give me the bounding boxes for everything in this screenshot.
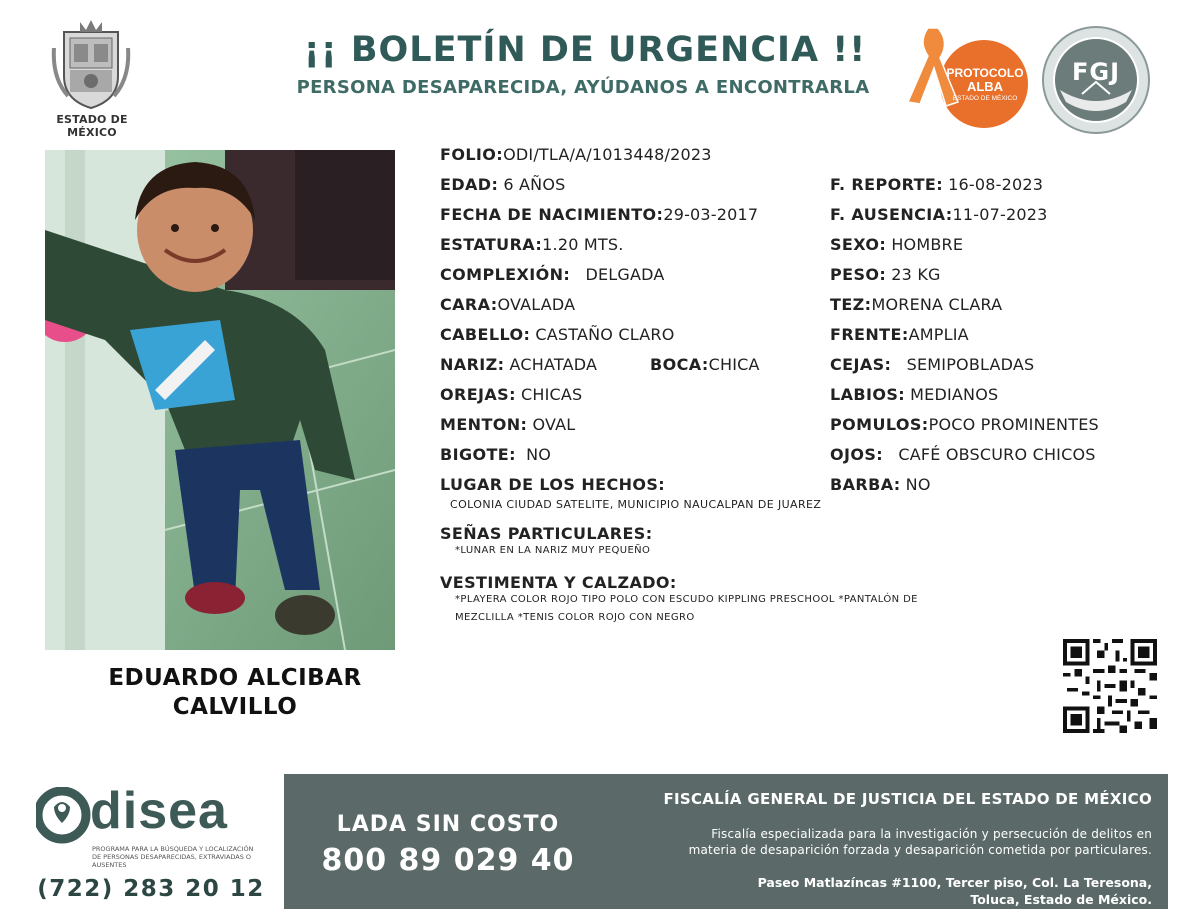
field-fecha-nacimiento bbox=[440, 205, 758, 224]
odisea-phone[interactable]: (722) 283 20 12 bbox=[37, 876, 265, 902]
field-label: NARIZ: bbox=[440, 355, 505, 374]
field-label: OREJAS: bbox=[440, 385, 516, 404]
field-frente bbox=[830, 325, 969, 344]
alba-line2: ALBA bbox=[966, 79, 1004, 94]
field-folio bbox=[440, 145, 712, 164]
field-boca bbox=[650, 355, 760, 374]
field-pomulos bbox=[830, 415, 1099, 434]
field-senas-label bbox=[440, 524, 653, 543]
alba-line3: ESTADO DE MÉXICO bbox=[952, 95, 1018, 102]
field-label: MENTON: bbox=[440, 415, 528, 434]
field-label: PESO: bbox=[830, 265, 887, 284]
field-label: ESTATURA: bbox=[440, 235, 543, 254]
field-cabello bbox=[440, 325, 674, 344]
qr-code-icon[interactable] bbox=[1063, 639, 1157, 733]
field-value: CHICAS bbox=[521, 385, 583, 404]
field-label: SEXO: bbox=[830, 235, 887, 254]
field-value: ACHATADA bbox=[509, 355, 598, 374]
field-f-reporte bbox=[830, 175, 1043, 194]
fiscalia-desc-line1: Fiscalía especializada para la investigación y persecución de delitos en bbox=[711, 827, 1152, 841]
person-name-line2: CALVILLO bbox=[172, 694, 298, 720]
field-value: HOMBRE bbox=[891, 235, 964, 254]
state-label: ESTADO DE MÉXICO bbox=[56, 113, 128, 139]
fgj-label: FGJ bbox=[1071, 58, 1121, 86]
field-label: VESTIMENTA Y CALZADO: bbox=[440, 573, 677, 592]
field-value: POCO PROMINENTES bbox=[928, 415, 1099, 434]
field-label: F. REPORTE: bbox=[830, 175, 944, 194]
fiscalia-desc-line2: materia de desaparición forzada y desaparición cometida por particulares. bbox=[688, 843, 1152, 857]
field-sexo bbox=[830, 235, 963, 254]
field-value: 29-03-2017 bbox=[663, 205, 759, 224]
field-value: CAFÉ OBSCURO CHICOS bbox=[898, 445, 1096, 464]
field-senas-value: *LUNAR EN LA NARIZ MUY PEQUEÑO bbox=[455, 545, 651, 556]
field-value: 16-08-2023 bbox=[948, 175, 1044, 194]
field-value: DELGADA bbox=[585, 265, 665, 284]
field-label: FRENTE: bbox=[830, 325, 909, 344]
field-value: 23 KG bbox=[891, 265, 941, 284]
field-label: CABELLO: bbox=[440, 325, 531, 344]
lada-sin-costo-label: LADA SIN COSTO bbox=[336, 812, 560, 837]
field-label: BARBA: bbox=[830, 475, 901, 494]
field-value: MORENA CLARA bbox=[871, 295, 1003, 314]
alba-line1: PROTOCOLO bbox=[946, 66, 1024, 80]
address-line2: Toluca, Estado de México. bbox=[970, 892, 1152, 907]
field-nariz bbox=[440, 355, 597, 374]
field-value: CASTAÑO CLARO bbox=[535, 325, 675, 344]
field-label: BOCA: bbox=[650, 355, 709, 374]
field-label: FOLIO: bbox=[440, 145, 504, 164]
field-tez bbox=[830, 295, 1002, 314]
missing-person-photo bbox=[45, 150, 395, 650]
field-label: F. AUSENCIA: bbox=[830, 205, 953, 224]
odisea-brand: disea bbox=[90, 782, 228, 840]
field-value: MEDIANOS bbox=[910, 385, 999, 404]
toll-free-number[interactable]: 800 89 029 40 bbox=[321, 843, 575, 878]
odisea-logo bbox=[36, 782, 268, 873]
field-label: CARA: bbox=[440, 295, 498, 314]
field-value: ODI/TLA/A/1013448/2023 bbox=[503, 145, 712, 164]
field-value: 11-07-2023 bbox=[952, 205, 1048, 224]
odisea-caption-line2: DE PERSONAS DESAPARECIDAS, EXTRAVIADAS O bbox=[92, 853, 252, 861]
address-line1: Paseo Matlazíncas #1100, Tercer piso, Col. La Teresona, bbox=[757, 875, 1152, 890]
child-photo bbox=[45, 150, 395, 650]
field-bigote bbox=[440, 445, 551, 464]
field-label: LUGAR DE LOS HECHOS: bbox=[440, 475, 666, 494]
odisea-caption-line3: AUSENTES bbox=[92, 861, 127, 869]
field-label: LABIOS: bbox=[830, 385, 906, 404]
field-value: OVAL bbox=[532, 415, 576, 434]
person-name bbox=[70, 664, 400, 722]
field-cejas bbox=[830, 355, 1034, 374]
field-f-ausencia bbox=[830, 205, 1048, 224]
field-value: 6 AÑOS bbox=[503, 175, 566, 194]
fgj-seal-icon bbox=[1040, 24, 1152, 136]
field-label: COMPLEXIÓN: bbox=[440, 265, 571, 284]
field-orejas bbox=[440, 385, 582, 404]
field-menton bbox=[440, 415, 575, 434]
field-label: POMULOS: bbox=[830, 415, 929, 434]
field-label: SEÑAS PARTICULARES: bbox=[440, 524, 653, 543]
field-value: NO bbox=[526, 445, 552, 464]
field-label: OJOS: bbox=[830, 445, 884, 464]
field-value: SEMIPOBLADAS bbox=[906, 355, 1035, 374]
edomex-coat-of-arms-icon bbox=[50, 18, 132, 110]
field-complexion bbox=[440, 265, 665, 284]
fiscalia-title: FISCALÍA GENERAL DE JUSTICIA DEL ESTADO DE MÉXICO bbox=[663, 790, 1152, 808]
field-label: EDAD: bbox=[440, 175, 499, 194]
field-peso bbox=[830, 265, 941, 284]
field-vestimenta-value-line1: *PLAYERA COLOR ROJO TIPO POLO CON ESCUDO KIPPLING PRESCHOOL *PANTALÓN DE bbox=[455, 594, 918, 605]
field-value: 1.20 MTS. bbox=[542, 235, 624, 254]
field-estatura bbox=[440, 235, 624, 254]
field-edad bbox=[440, 175, 566, 194]
odisea-caption-line1: PROGRAMA PARA LA BÚSQUEDA Y LOCALIZACIÓN bbox=[92, 845, 254, 853]
field-ojos bbox=[830, 445, 1096, 464]
field-cara bbox=[440, 295, 575, 314]
field-label: TEZ: bbox=[830, 295, 872, 314]
bulletin-subtitle: PERSONA DESAPARECIDA, AYÚDANOS A ENCONTRARLA bbox=[296, 77, 870, 98]
field-barba bbox=[830, 475, 931, 494]
field-label: BIGOTE: bbox=[440, 445, 516, 464]
odisea-location-pin-icon bbox=[36, 787, 96, 849]
field-value: CHICA bbox=[708, 355, 760, 374]
odisea-caption bbox=[92, 845, 268, 869]
field-vestimenta-value-line2: MEZCLILLA *TENIS COLOR ROJO CON NEGRO bbox=[455, 612, 695, 623]
field-lugar-value: COLONIA CIUDAD SATELITE, MUNICIPIO NAUCALPAN DE JUAREZ bbox=[450, 498, 822, 511]
field-labios bbox=[830, 385, 998, 404]
field-value: OVALADA bbox=[497, 295, 576, 314]
fiscalia-address bbox=[600, 874, 1152, 908]
field-vestimenta-label bbox=[440, 573, 677, 592]
field-value: AMPLIA bbox=[908, 325, 969, 344]
field-lugar-label bbox=[440, 475, 665, 494]
fiscalia-description bbox=[600, 826, 1152, 858]
field-label: CEJAS: bbox=[830, 355, 892, 374]
field-label: FECHA DE NACIMIENTO: bbox=[440, 205, 664, 224]
protocolo-alba-logo bbox=[898, 22, 1033, 132]
bulletin-title: ¡¡ BOLETÍN DE URGENCIA !! bbox=[303, 30, 867, 70]
field-value: NO bbox=[905, 475, 931, 494]
person-name-line1: EDUARDO ALCIBAR bbox=[108, 665, 362, 691]
